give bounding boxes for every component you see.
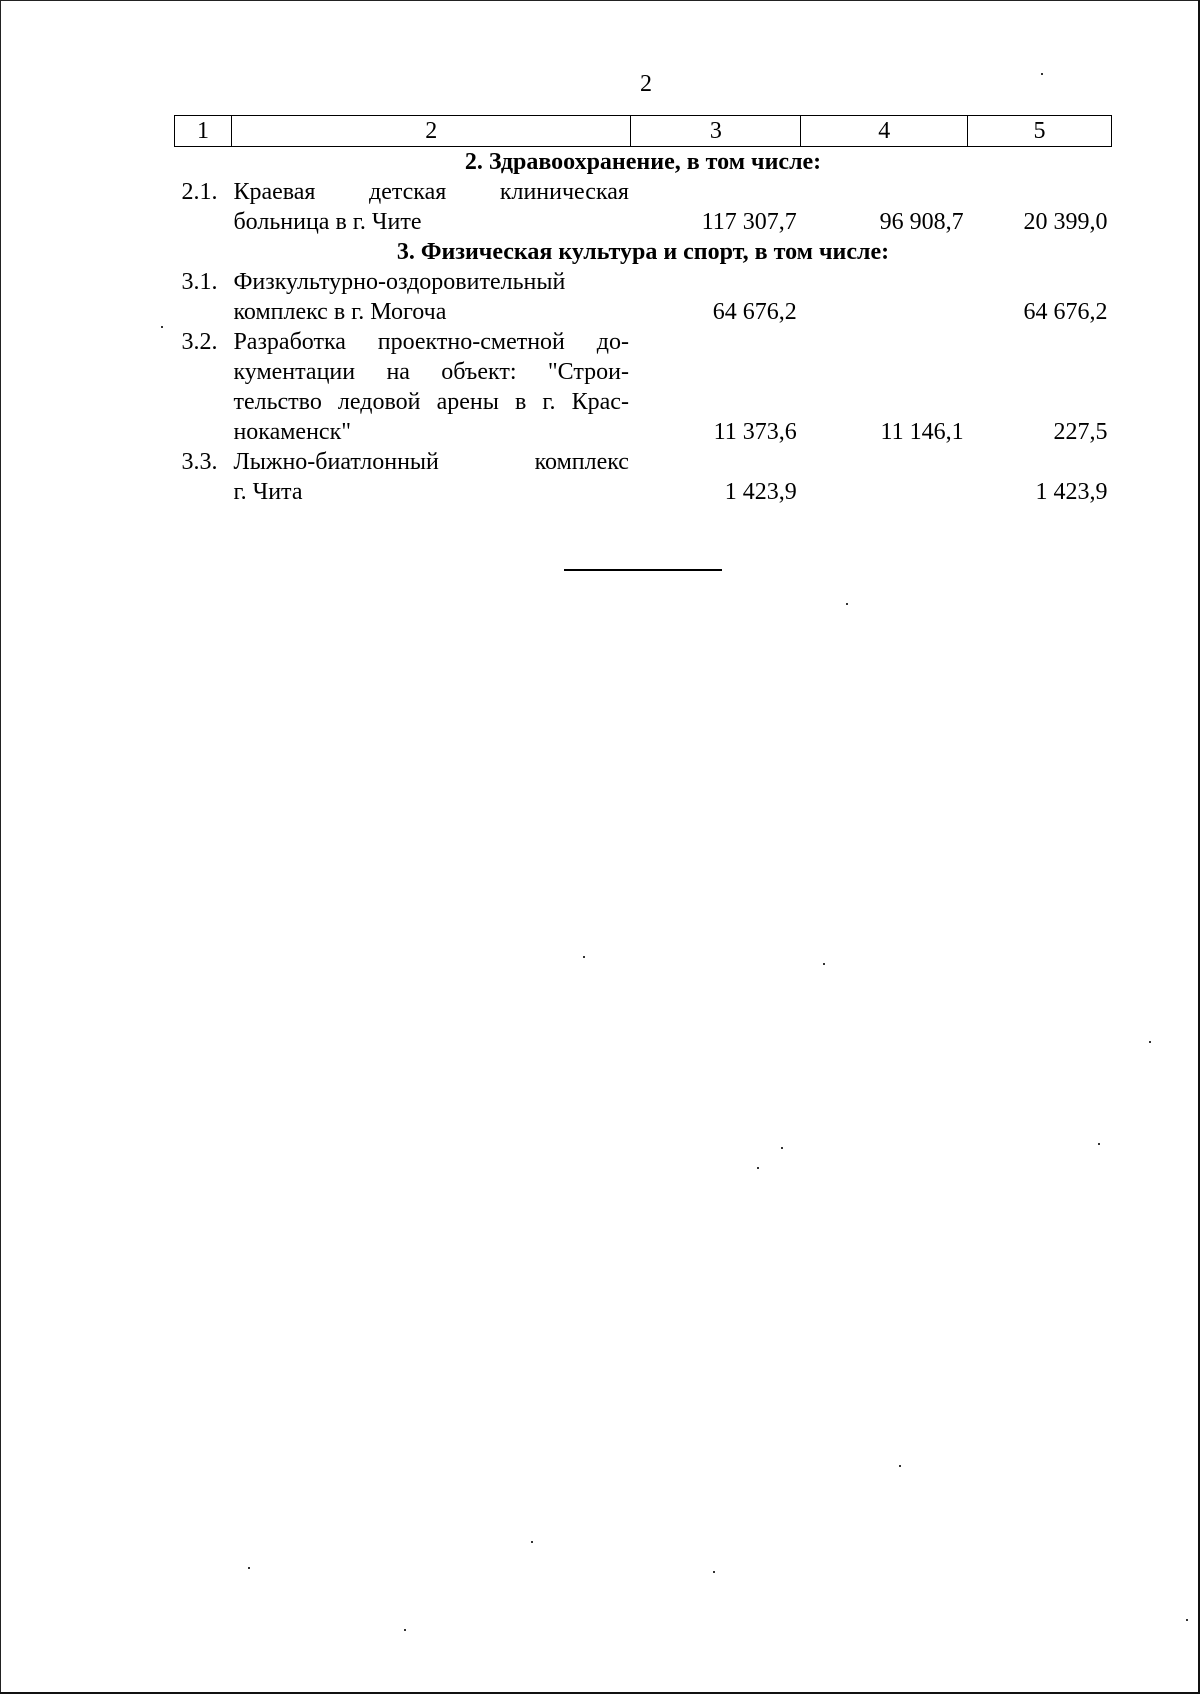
table-header-row	[175, 116, 1112, 147]
end-divider-line	[564, 569, 722, 571]
table-row	[175, 447, 1112, 507]
scan-speck	[1041, 73, 1043, 75]
row-name-line: кументации на объект: "Строи-	[233, 359, 629, 385]
section-heading-row	[175, 147, 1112, 178]
row-col4-value	[801, 267, 968, 327]
row-number: 3.1.	[181, 269, 218, 295]
scan-speck	[899, 1465, 901, 1467]
scan-speck	[757, 1167, 759, 1169]
scan-speck	[404, 1629, 406, 1631]
row-name-line: Физкультурно-оздоровительный	[233, 269, 566, 295]
row-name	[231, 177, 631, 237]
table-row	[175, 327, 1112, 447]
row-name	[231, 267, 631, 327]
page-number: 2	[640, 71, 652, 97]
row-col3-value: 1 423,9	[724, 479, 797, 505]
section-title: 2. Здравоохранение, в том числе:	[464, 149, 822, 175]
header-col-5: 5	[968, 116, 1112, 147]
row-name	[231, 447, 631, 507]
row-col4-value: 11 146,1	[880, 419, 964, 445]
row-name-line: г. Чита	[233, 479, 303, 505]
row-col4-value: 96 908,7	[879, 209, 964, 235]
row-name-line: Лыжно-биатлонный комплекс	[233, 449, 629, 475]
header-col-3: 3	[631, 116, 801, 147]
row-col3-value: 11 373,6	[713, 419, 797, 445]
row-col5-value: 64 676,2	[1023, 299, 1108, 325]
scan-speck	[1149, 1041, 1151, 1043]
section-title: 3. Физическая культура и спорт, в том числе:	[396, 239, 890, 265]
row-name-line: больница в г. Чите	[233, 209, 422, 235]
row-number: 3.2.	[181, 329, 218, 355]
row-col5-value: 227,5	[1053, 419, 1108, 445]
row-name-line: Краевая детская клиническая	[233, 179, 629, 205]
row-number: 2.1.	[181, 179, 218, 205]
scan-speck	[823, 963, 825, 965]
scan-speck	[1098, 1143, 1100, 1145]
table-row	[175, 177, 1112, 237]
row-name-line: комплекс в г. Могоча	[233, 299, 447, 325]
scan-speck	[583, 956, 585, 958]
scan-speck	[781, 1147, 783, 1149]
header-col-1: 1	[175, 116, 232, 147]
scan-speck	[161, 326, 163, 328]
row-name-line: Разработка проектно-сметной до-	[233, 329, 629, 355]
row-col5-value: 1 423,9	[1035, 479, 1108, 505]
table-row	[175, 267, 1112, 327]
section-heading-row	[175, 237, 1112, 267]
header-col-2: 2	[231, 116, 631, 147]
header-col-4: 4	[801, 116, 968, 147]
row-col3-value: 64 676,2	[712, 299, 797, 325]
scan-speck	[1186, 1619, 1188, 1621]
row-number: 3.3.	[181, 449, 218, 475]
row-col5-value: 20 399,0	[1023, 209, 1108, 235]
row-col4-value	[801, 447, 968, 507]
row-name-line: нокаменск"	[233, 419, 352, 445]
row-name	[231, 327, 631, 447]
row-name-line: тельство ледовой арены в г. Крас-	[233, 389, 629, 415]
scan-speck	[713, 1571, 715, 1573]
scan-speck	[846, 603, 848, 605]
row-col3-value: 117 307,7	[701, 209, 797, 235]
funding-table	[174, 115, 1112, 507]
scan-speck	[531, 1541, 533, 1543]
scan-speck	[248, 1567, 250, 1569]
